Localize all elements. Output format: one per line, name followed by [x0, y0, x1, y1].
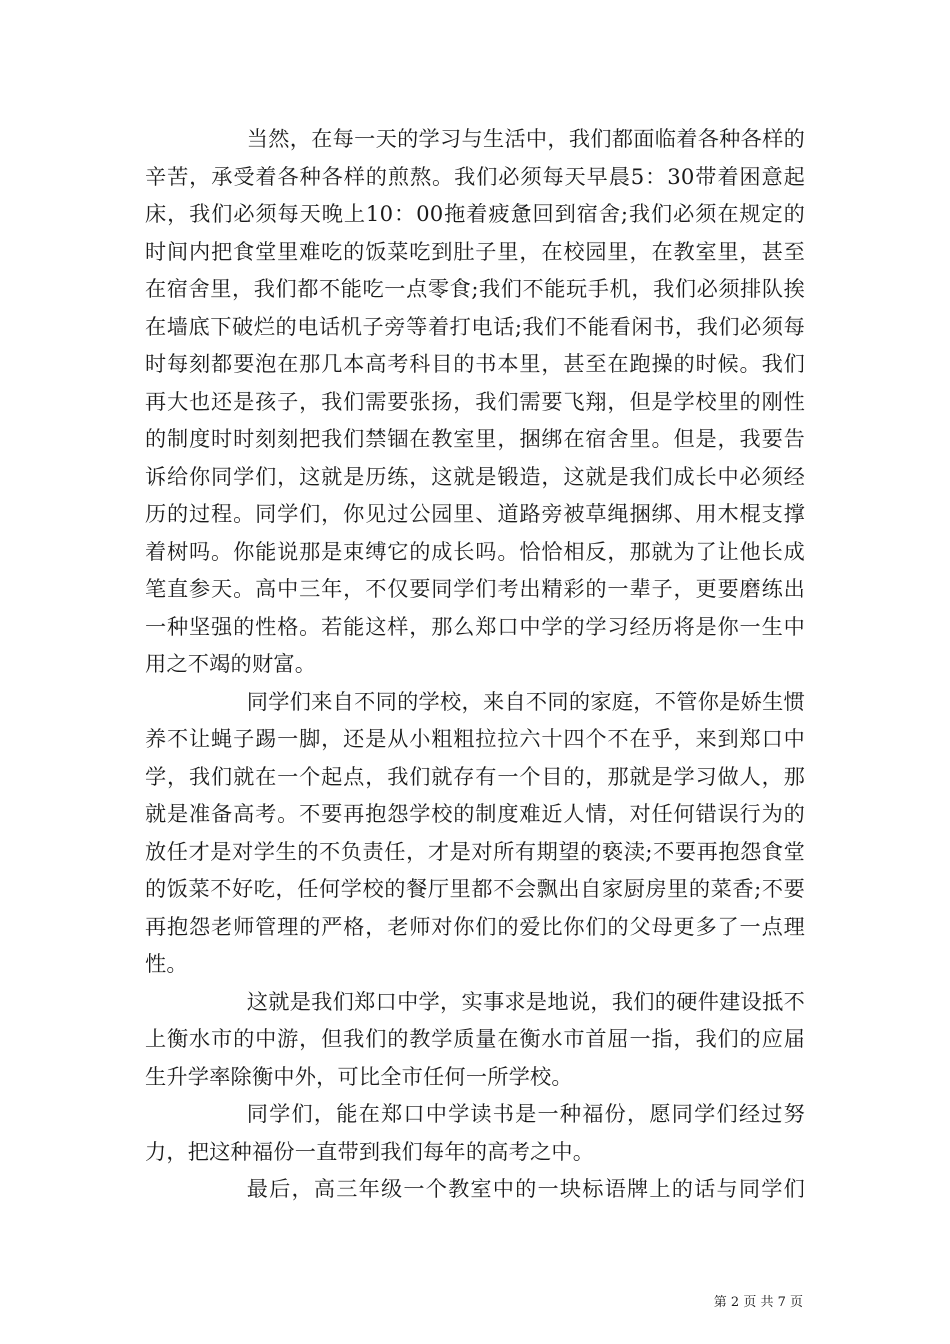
paragraph-common-start: 同学们来自不同的学校，来自不同的家庭，不管你是娇生惯养不让蝇子踢一脚，还是从小粗粗拉拉六十四个不在乎，来到郑口中学，我们就在一个起点，我们就存有一个目的，那就是学习做人，那就是准备高考。不要再抱怨学校的制度难近人情，对任何错误行为的放任才是对学生的不负责任，才是对所有期望的亵渎;不要再抱怨食堂的饭菜不好吃，任何学校的餐厅里都不会飘出自家厨房里的菜香;不要再抱怨老师管理的严格，老师对你们的爱比你们的父母更多了一点理性。 [145, 688, 805, 976]
paragraph-school-quality: 这就是我们郑口中学，实事求是地说，我们的硬件建设抵不上衡水市的中游，但我们的教学质量在衡水市首屈一指，我们的应届生升学率除衡中外，可比全市任何一所学校。 [145, 988, 805, 1089]
paragraph-blessing: 同学们，能在郑口中学读书是一种福份，愿同学们经过努力，把这种福份一直带到我们每年的高考之中。 [145, 1101, 805, 1164]
paragraph-closing: 最后，高三年级一个教室中的一块标语牌上的话与同学们 [246, 1176, 805, 1201]
page-number: 第 2 页 共 7 页 [713, 1295, 803, 1310]
document-body [145, 120, 805, 1208]
paragraph-hardship: 当然，在每一天的学习与生活中，我们都面临着各种各样的辛苦，承受着各种各样的煎熬。我们必须每天早晨5：30带着困意起床，我们必须每天晚上10：00拖着疲惫回到宿舍;我们必须在规定的时间内把食堂里难吃的饭菜吃到肚子里，在校园里，在教室里，甚至在宿舍里，我们都不能吃一点零食;我们不能玩手机，我们必须排队挨在墙底下破烂的电话机子旁等着打电话;我们不能看闲书，我们必须每时每刻都要泡在那几本高考科目的书本里，甚至在跑操的时候。我们再大也还是孩子，我们需要张扬，我们需要飞翔，但是学校里的刚性的制度时时刻刻把我们禁锢在教室里，捆绑在宿舍里。但是，我要告诉给你同学们，这就是历练，这就是锻造，这就是我们成长中必须经历的过程。同学们，你见过公园里、道路旁被草绳捆绑、用木棍支撑着树吗。你能说那是束缚它的成长吗。恰恰相反，那就为了让他长成笔直参天。高中三年，不仅要同学们考出精彩的一辈子，更要磨练出一种坚强的性格。若能这样，那么郑口中学的学习经历将是你一生中用之不竭的财富。 [145, 126, 805, 676]
